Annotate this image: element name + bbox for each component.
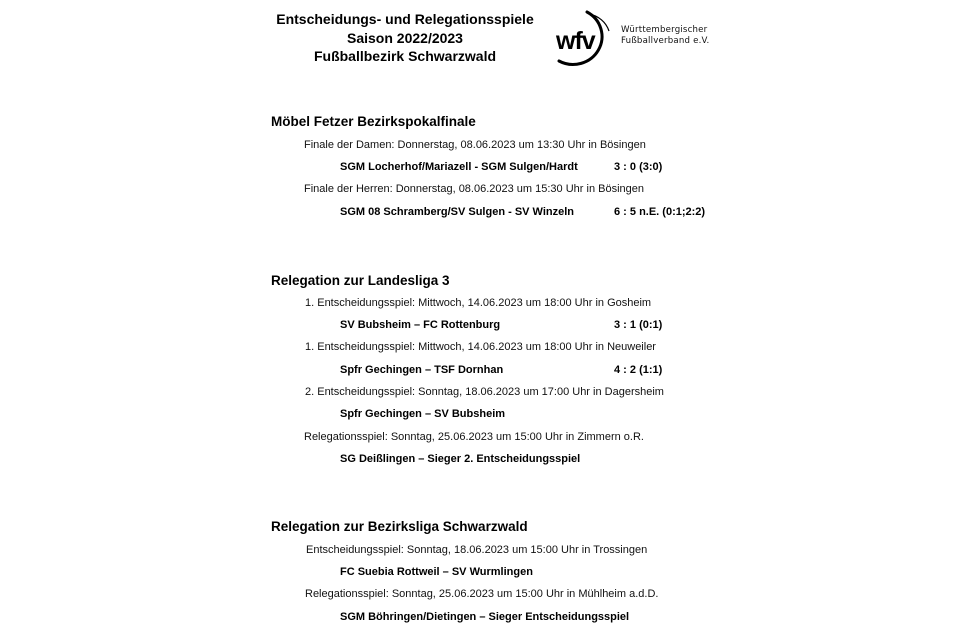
section-heading-bezirkspokalfinale: Möbel Fetzer Bezirkspokalfinale [271,114,476,129]
game-match: SGM Locherhof/Mariazell - SGM Sulgen/Hardt [340,161,578,173]
game-match: SG Deißlingen – Sieger 2. Entscheidungsspiel [340,453,581,465]
document-title [262,10,548,66]
game-info: Relegationsspiel: Sonntag, 25.06.2023 um 15:00 Uhr in Zimmern o.R. [304,431,644,443]
game-info: Relegationsspiel: Sonntag, 25.06.2023 um 15:00 Uhr in Mühlheim a.d.D. [305,588,659,600]
game-match: FC Suebia Rottweil – SV Wurmlingen [340,566,533,578]
game-info: 2. Entscheidungsspiel: Sonntag, 18.06.2023 um 17:00 Uhr in Dagersheim [305,386,664,398]
game-score: 4 : 2 (1:1) [614,364,663,376]
logo-name-line-1: Württembergischer [621,25,708,35]
game-info: 1. Entscheidungsspiel: Mittwoch, 14.06.2023 um 18:00 Uhr in Gosheim [305,297,652,309]
game-info: Finale der Herren: Donnerstag, 08.06.2023 um 15:30 Uhr in Bösingen [304,183,644,195]
game-info: Entscheidungsspiel: Sonntag, 18.06.2023 um 15:00 Uhr in Trossingen [306,544,648,556]
section-heading-bezirksliga: Relegation zur Bezirksliga Schwarzwald [271,519,528,534]
game-match: Spfr Gechingen – SV Bubsheim [340,408,506,420]
game-info: Finale der Damen: Donnerstag, 08.06.2023 um 13:30 Uhr in Bösingen [304,139,646,151]
game-score: 6 : 5 n.E. (0:1;2:2) [614,206,706,218]
title-line-1: Entscheidungs- und Relegationsspiele [276,11,534,27]
game-score: 3 : 1 (0:1) [614,319,663,331]
title-line-2: Saison 2022/2023 [347,29,463,46]
game-info: 1. Entscheidungsspiel: Mittwoch, 14.06.2023 um 18:00 Uhr in Neuweiler [305,341,656,353]
section-heading-landesliga: Relegation zur Landesliga 3 [271,273,450,288]
logo-name-line-2: Fußballverband e.V. [621,36,710,46]
game-match: SGM Böhringen/Dietingen – Sieger Entscheidungsspiel [340,611,630,623]
logo-organisation-name [621,25,709,47]
wfv-logo-mark: wfv [556,27,595,55]
game-score: 3 : 0 (3:0) [614,161,663,173]
wfv-logo [553,9,713,69]
wfv-logo-icon [553,9,623,69]
game-match: SGM 08 Schramberg/SV Sulgen - SV Winzeln [340,206,575,218]
game-match: SV Bubsheim – FC Rottenburg [340,319,501,331]
game-match: Spfr Gechingen – TSF Dornhan [340,364,504,376]
title-line-3: Fußballbezirk Schwarzwald [313,48,497,64]
